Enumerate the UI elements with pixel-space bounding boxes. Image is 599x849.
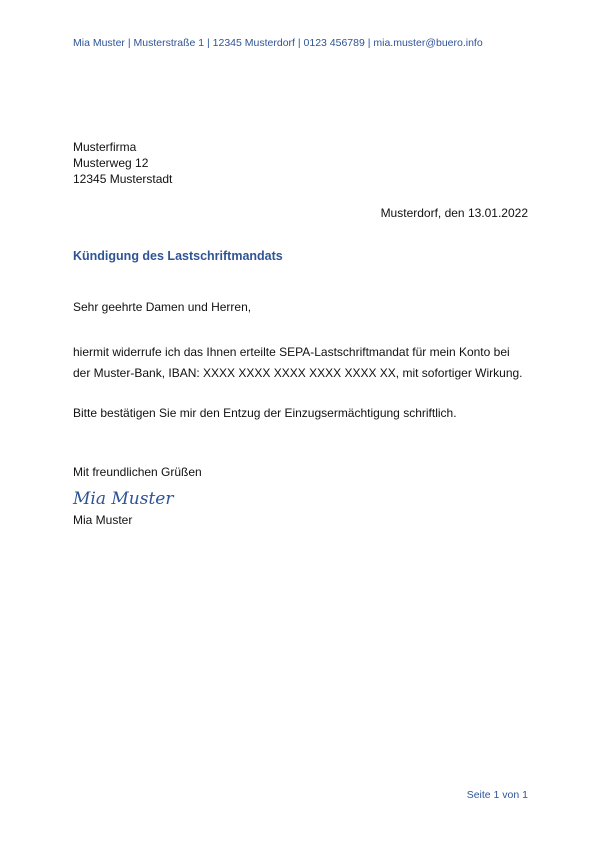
recipient-street: Musterweg 12 <box>73 156 149 170</box>
body-paragraph-1-line-1: hiermit widerrufe ich das Ihnen erteilte SEPA-Lastschriftmandat für mein Konto bei <box>73 345 510 359</box>
closing-greeting: Mit freundlichen Grüßen <box>73 465 202 479</box>
recipient-city: 12345 Musterstadt <box>73 172 173 186</box>
letter-subject: Kündigung des Lastschriftmandats <box>73 249 283 263</box>
body-paragraph-1-line-2: der Muster-Bank, IBAN: XXXX XXXX XXXX XXXX XXXX XX, mit sofortiger Wirkung. <box>73 366 523 380</box>
body-paragraph-2: Bitte bestätigen Sie mir den Entzug der Einzugsermächtigung schriftlich. <box>73 406 457 420</box>
signer-name: Mia Muster <box>73 513 133 527</box>
body-paragraph-1 <box>73 342 523 384</box>
salutation: Sehr geehrte Damen und Herren, <box>73 300 252 314</box>
recipient-address <box>73 139 172 187</box>
sender-address-line: Mia Muster | Musterstraße 1 | 12345 Musterdorf | 0123 456789 | mia.muster@buero.info <box>73 37 483 49</box>
recipient-company: Musterfirma <box>73 140 137 154</box>
date-line: Musterdorf, den 13.01.2022 <box>380 206 528 220</box>
page-number: Seite 1 von 1 <box>466 789 528 801</box>
handwritten-signature: Mia Muster <box>73 489 174 509</box>
